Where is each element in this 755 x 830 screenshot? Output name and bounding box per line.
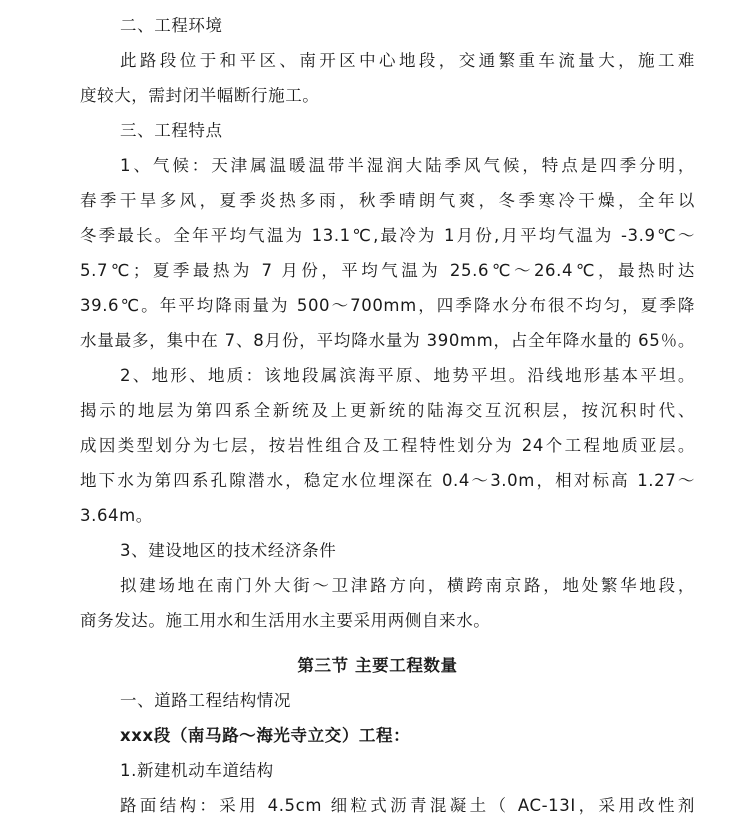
paragraph-line: 2、地形、地质：该地段属滨海平原、地势平坦。沿线地形基本平坦。	[120, 366, 695, 385]
paragraph-line: 3.64m。	[80, 506, 153, 525]
paragraph-line: 39.6℃。年平均降雨量为 500～700mm，四季降水分布很不均匀，夏季降	[80, 296, 695, 315]
heading-technical-economic-conditions: 3、建设地区的技术经济条件	[120, 541, 337, 560]
heading-engineering-features: 三、工程特点	[120, 121, 223, 140]
paragraph-line: 此路段位于和平区、南开区中心地段，交通繁重车流量大，施工难	[120, 51, 695, 70]
paragraph-line: 5.7℃；夏季最热为 7 月份，平均气温为 25.6℃～26.4℃，最热时达	[80, 261, 695, 280]
paragraph-line: 水量最多，集中在 7、8月份，平均降水量为 390mm，占全年降水量的 65％。	[80, 331, 695, 350]
heading-engineering-environment: 二、工程环境	[120, 16, 223, 35]
paragraph-line: 冬季最长。全年平均气温为 13.1℃,最冷为 1月份,月平均气温为 -3.9℃～	[80, 226, 695, 245]
paragraph-line: 地下水为第四系孔隙潜水，稳定水位埋深在 0.4～3.0m，相对标高 1.27～	[80, 471, 695, 490]
paragraph-line: 度较大，需封闭半幅断行施工。	[80, 86, 320, 105]
section-title: 第三节 主要工程数量	[297, 656, 458, 675]
paragraph-line: 春季干旱多风，夏季炎热多雨，秋季晴朗气爽，冬季寒冷干燥，全年以	[80, 191, 695, 210]
paragraph-line: 路面结构：采用 4.5cm 细粒式沥青混凝土（ AC-13I，采用改性剂	[120, 796, 695, 815]
paragraph-line: 成因类型划分为七层，按岩性组合及工程特性划分为 24个工程地质亚层。	[80, 436, 695, 455]
subheading-new-lane-structure: 1.新建机动车道结构	[120, 761, 274, 780]
heading-road-structure: 一、道路工程结构情况	[120, 691, 291, 710]
paragraph-line: 揭示的地层为第四系全新统及上更新统的陆海交互沉积层，按沉积时代、	[80, 401, 695, 420]
paragraph-line: 商务发达。施工用水和生活用水主要采用两侧自来水。	[80, 611, 491, 630]
paragraph-line: 拟建场地在南门外大街～卫津路方向，横跨南京路，地处繁华地段，	[120, 576, 695, 595]
paragraph-line: 1、气候：天津属温暖温带半湿润大陆季风气候，特点是四季分明，	[120, 156, 695, 175]
subheading-project-segment: xxx段（南马路～海光寺立交）工程：	[120, 726, 411, 745]
